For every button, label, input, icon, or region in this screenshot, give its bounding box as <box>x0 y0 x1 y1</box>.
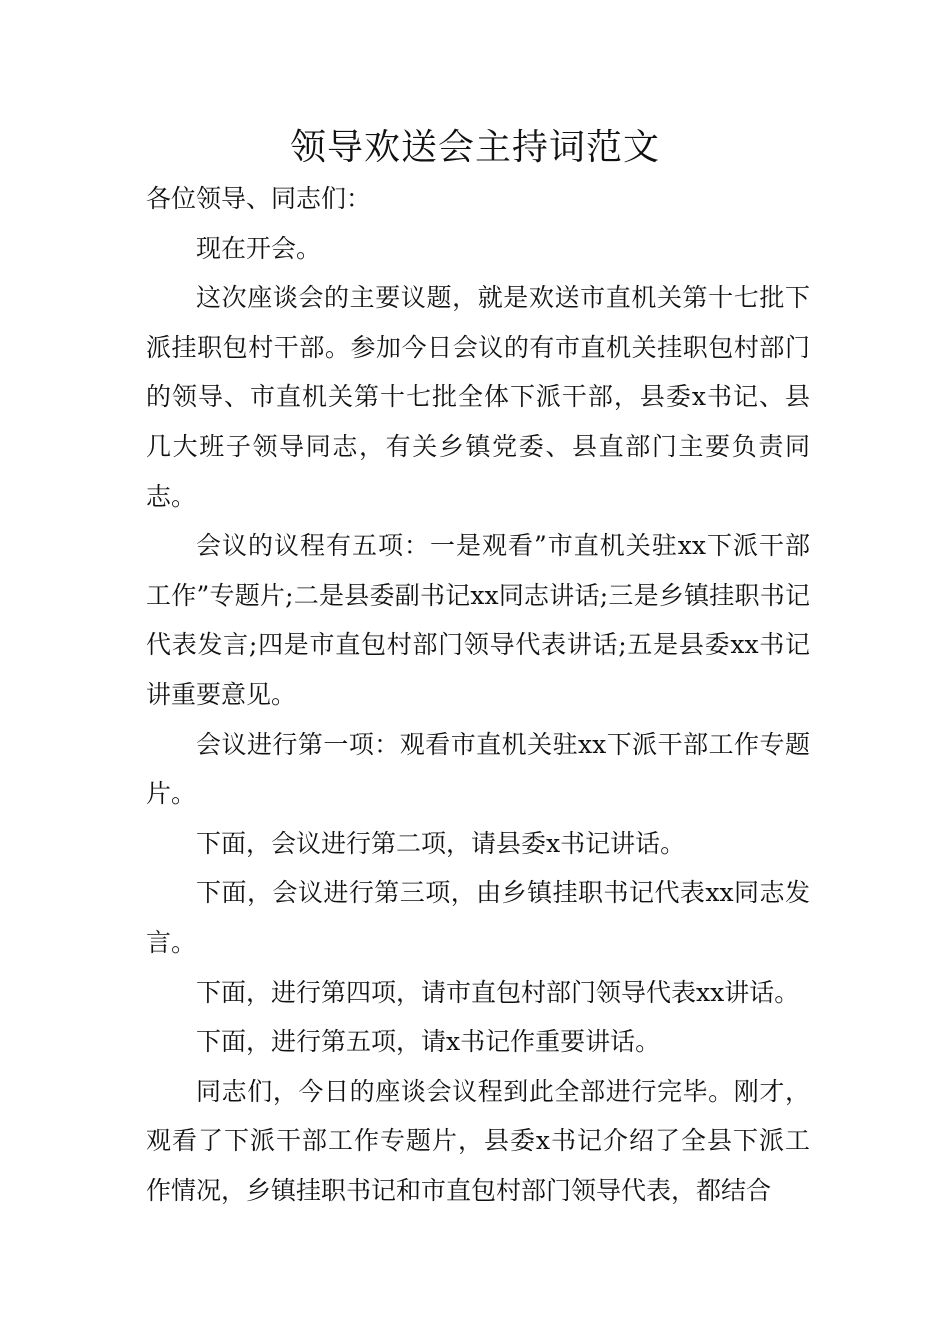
paragraph-item-1: 会议进行第一项：观看市直机关驻xx下派干部工作专题片。 <box>146 729 810 809</box>
paragraph-agenda: 会议的议程有五项：一是观看”市直机关驻xx下派干部工作”专题片;二是县委副书记xx同志讲话;三是乡镇挂职书记代表发言;四是市直包村部门领导代表讲话;五是县委xx书记讲重要意见。 <box>146 531 810 709</box>
document-body <box>146 174 810 1215</box>
document-title: 领导欢送会主持词范文 <box>289 127 660 168</box>
paragraph-topic: 这次座谈会的主要议题，就是欢送市直机关第十七批下派挂职包村干部。参加今日会议的有市直机关挂职包村部门的领导、市直机关第十七批全体下派干部，县委x书记、县几大班子领导同志，有关乡镇党委、县直部门主要负责同志。 <box>146 283 810 511</box>
paragraph-opening: 现在开会。 <box>196 233 322 263</box>
paragraph-closing: 同志们，今日的座谈会议程到此全部进行完毕。刚才，观看了下派干部工作专题片，县委x书记介绍了全县下派工作情况，乡镇挂职书记和市直包村部门领导代表，都结合 <box>146 1076 810 1205</box>
paragraph-item-3: 下面，会议进行第三项，由乡镇挂职书记代表xx同志发言。 <box>146 878 810 957</box>
paragraph-item-5: 下面，进行第五项，请x书记作重要讲话。 <box>196 1027 661 1057</box>
paragraph-salutation: 各位领导、同志们： <box>146 184 372 213</box>
paragraph-item-4: 下面，进行第四项，请市直包村部门领导代表xx讲话。 <box>196 977 800 1007</box>
paragraph-item-2: 下面，会议进行第二项，请县委x书记讲话。 <box>196 828 686 858</box>
